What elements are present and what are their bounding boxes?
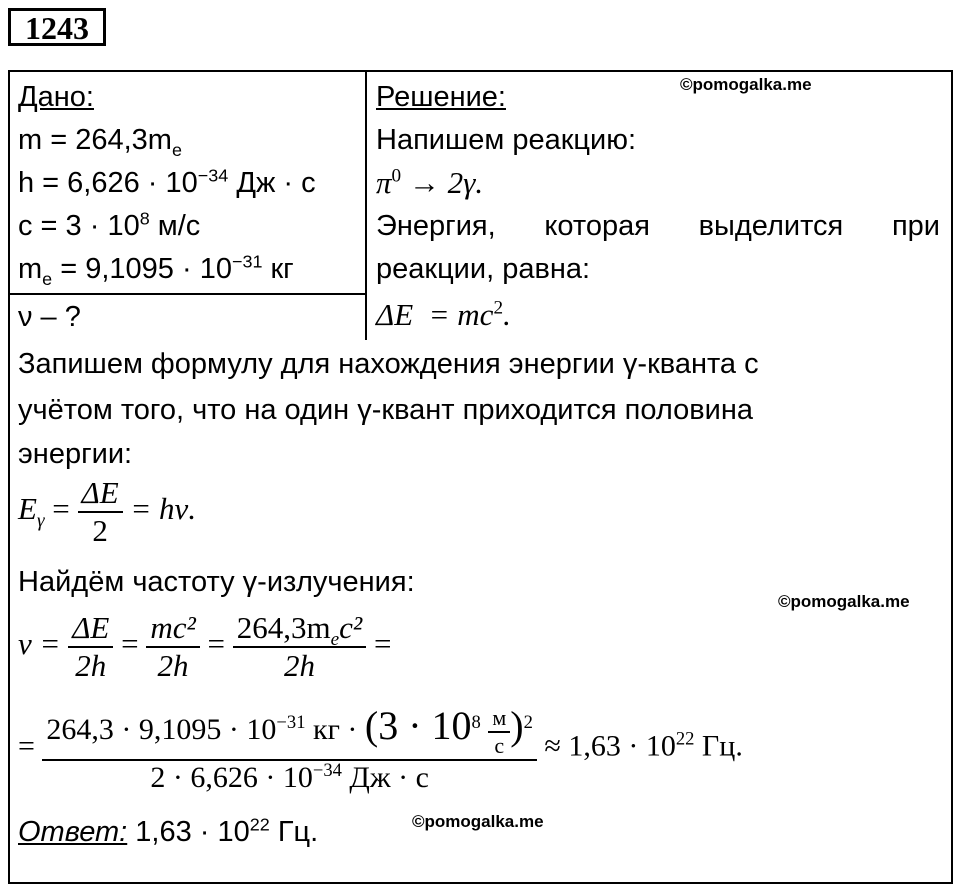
body-paragraph: учётом того, что на один γ-квант приходится половина (18, 394, 753, 426)
watermark: ©pomogalka.me (412, 812, 544, 831)
given-find: ν – ? (18, 301, 81, 333)
given-planck: $h = 6,626 \cdot 10^{-34}$ Дж · с (18, 165, 316, 199)
given-title: Дано: (18, 81, 94, 113)
reaction-equation: $\pi^0 \to 2\gamma$. (376, 165, 484, 200)
solution-line: Энергия, которая выделится при (376, 210, 940, 242)
column-divider (365, 70, 367, 340)
given-divider (8, 293, 365, 295)
given-electron-mass: $m_e = 9,1095 \cdot 10^{-31}$ кг (18, 251, 294, 289)
watermark: ©pomogalka.me (680, 75, 812, 94)
body-paragraph: Запишем формулу для нахождения энергии γ-кванта с (18, 348, 759, 380)
problem-number: 1243 (8, 8, 106, 46)
solution-line: Напишем реакцию: (376, 124, 637, 156)
energy-equation: $\Delta E = mc^2$. (376, 297, 511, 332)
formula-photon-energy: $E_\gamma$ = $\frac{\Delta E}{2}$ = hν. (18, 475, 197, 548)
body-paragraph: Найдём частоту γ-излучения: (18, 566, 415, 598)
formula-numeric: = $264,3 \cdot 9,1095 \cdot 10^{-31}$ кг · ($3 \cdot 10^8$ $\frac{м}{с}$ )$^2$ $2 \cdot 6,626 \cdot 10^{-34}$ Дж · с ≈ $1,63 \cdot 10^{22}$ Гц. (18, 703, 743, 795)
formula-frequency: ν = $\frac{\Delta E}{2h}$ = $\frac{\text{mc²}}{2h}$ = $\frac{264,3m_ec^2}{2h}$ = (18, 610, 392, 683)
solution-title: Решение: (376, 81, 506, 113)
watermark: ©pomogalka.me (778, 592, 910, 611)
body-paragraph: энергии: (18, 438, 133, 470)
answer: Ответ: $1,63 \cdot 10^{22}$ Гц. (18, 814, 319, 848)
solution-line: реакции, равна: (376, 253, 591, 285)
given-light-speed: $c = 3 \cdot 10^8$ м/с (18, 208, 201, 242)
given-mass: $m = 264,3m_e$ (18, 124, 182, 160)
